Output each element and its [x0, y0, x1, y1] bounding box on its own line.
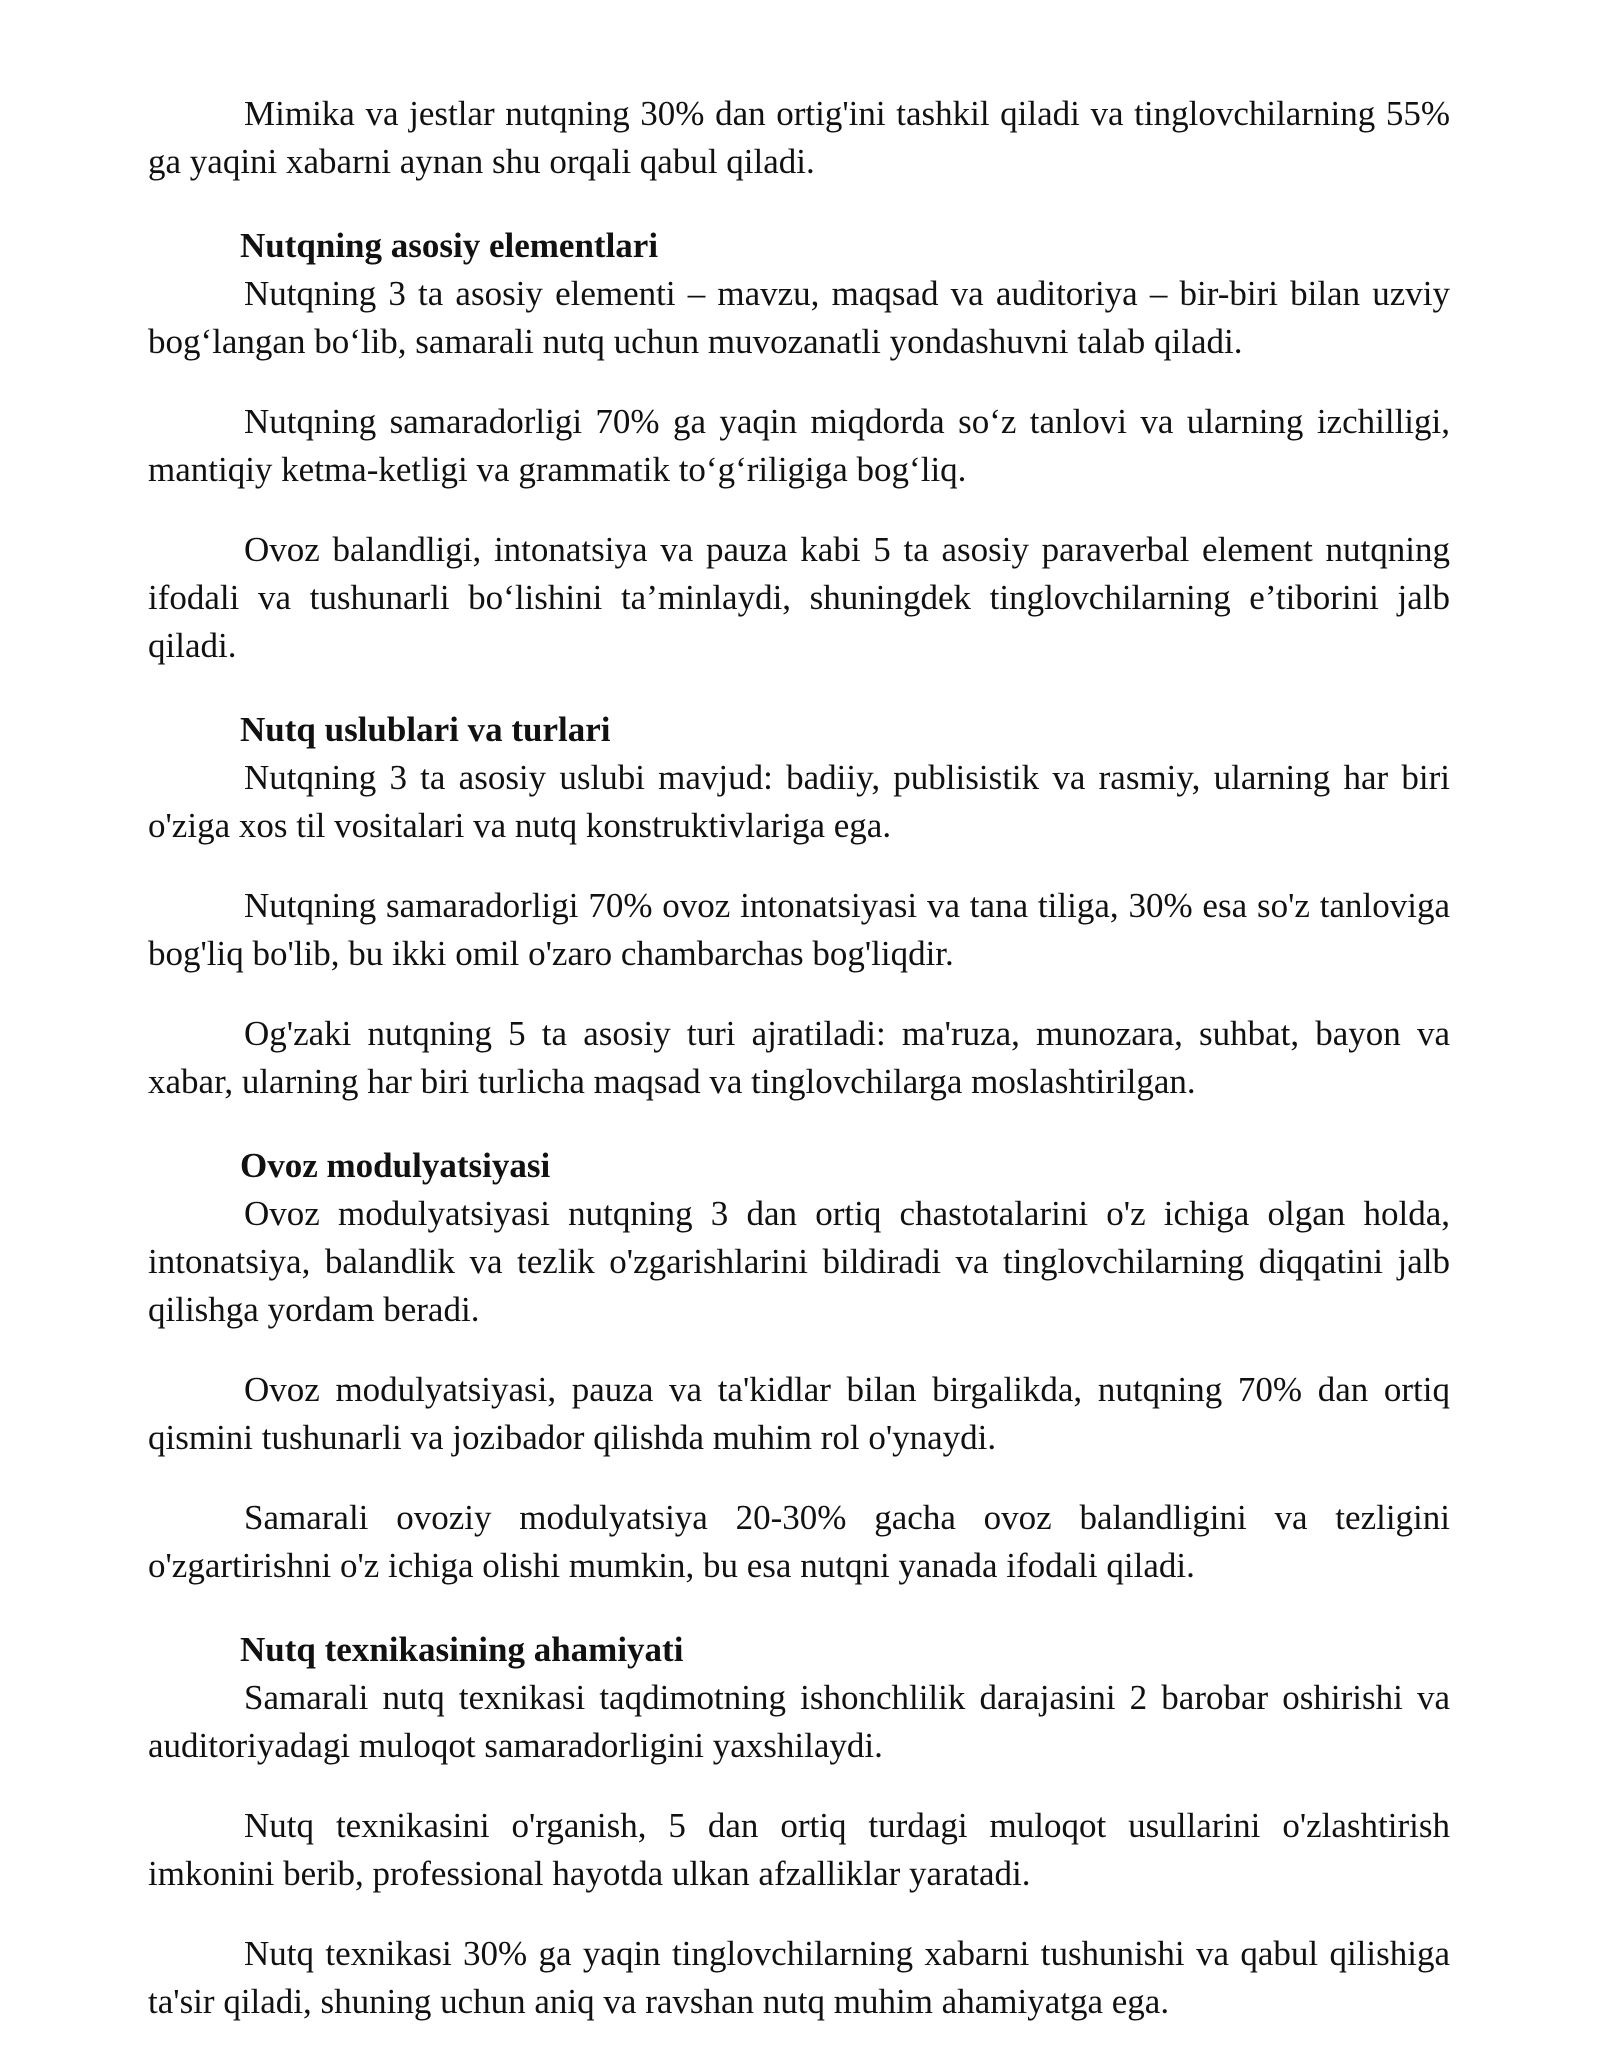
paragraph: Nutqning 3 ta asosiy uslubi mavjud: badiiy, publisistik va rasmiy, ularning har biri o'ziga xos til vositalari va nutq konstruktivlariga ega. [148, 758, 1450, 845]
paragraph: Samarali ovoziy modulyatsiya 20-30% gacha ovoz balandligini va tezligini o'zgartirishni o'z ichiga olishi mumkin, bu esa nutqni yanada ifodali qiladi. [148, 1498, 1450, 1585]
paragraph: Nutq texnikasini o'rganish, 5 dan ortiq turdagi muloqot usullarini o'zlashtirish imkonini berib, professional hayotda ulkan afzalliklar yaratadi. [148, 1806, 1450, 1893]
intro-paragraph: Mimika va jestlar nutqning 30% dan ortig'ini tashkil qiladi va tinglovchilarning 55% ga yaqini xabarni aynan shu orqali qabul qiladi. [148, 94, 1450, 181]
paragraph: Nutqning samaradorligi 70% ga yaqin miqdorda so‘z tanlovi va ularning izchilligi, mantiqiy ketma-ketligi va grammatik to‘g‘riligiga bog‘liq. [148, 402, 1450, 489]
section-nutq-texnikasi [148, 1626, 1450, 2026]
section-heading: Nutq uslublari va turlari [240, 710, 611, 749]
paragraph: Og'zaki nutqning 5 ta asosiy turi ajratiladi: ma'ruza, munozara, suhbat, bayon va xabar, ularning har biri turlicha maqsad va tinglovchilarga moslashtirilgan. [148, 1014, 1450, 1101]
paragraph: Nutq texnikasi 30% ga yaqin tinglovchilarning xabarni tushunishi va qabul qilishiga ta'sir qiladi, shuning uchun aniq va ravshan nutq muhim ahamiyatga ega. [148, 1934, 1450, 2021]
paragraph: Nutqning 3 ta asosiy elementi – mavzu, maqsad va auditoriya – bir-biri bilan uzviy bog‘langan bo‘lib, samarali nutq uchun muvozanatli yondashuvni talab qiladi. [148, 274, 1450, 361]
paragraph: Nutqning samaradorligi 70% ovoz intonatsiyasi va tana tiliga, 30% esa so'z tanloviga bog'liq bo'lib, bu ikki omil o'zaro chambarchas bog'liqdir. [148, 886, 1450, 973]
section-nutq-elementlari [148, 222, 1450, 670]
section-nutq-uslublari [148, 706, 1450, 1106]
section-ovoz-modulyatsiyasi [148, 1142, 1450, 1590]
section-heading: Nutq texnikasining ahamiyati [240, 1630, 684, 1669]
paragraph: Ovoz modulyatsiyasi nutqning 3 dan ortiq chastotalarini o'z ichiga olgan holda, intonatsiya, balandlik va tezlik o'zgarishlarini bildiradi va tinglovchilarning diqqatini jalb qilishga yordam beradi. [148, 1194, 1450, 1329]
paragraph: Samarali nutq texnikasi taqdimotning ishonchlilik darajasini 2 barobar oshirishi va auditoriyadagi muloqot samaradorligini yaxshilaydi. [148, 1678, 1450, 1765]
section-heading: Ovoz modulyatsiyasi [240, 1146, 551, 1185]
paragraph: Ovoz balandligi, intonatsiya va pauza kabi 5 ta asosiy paraverbal element nutqning ifodali va tushunarli bo‘lishini ta’minlaydi, shuningdek tinglovchilarning e’tiborini jalb qiladi. [148, 530, 1450, 665]
paragraph: Ovoz modulyatsiyasi, pauza va ta'kidlar bilan birgalikda, nutqning 70% dan ortiq qismini tushunarli va jozibador qilishda muhim rol o'ynaydi. [148, 1370, 1450, 1457]
section-heading: Nutqning asosiy elementlari [240, 226, 659, 265]
